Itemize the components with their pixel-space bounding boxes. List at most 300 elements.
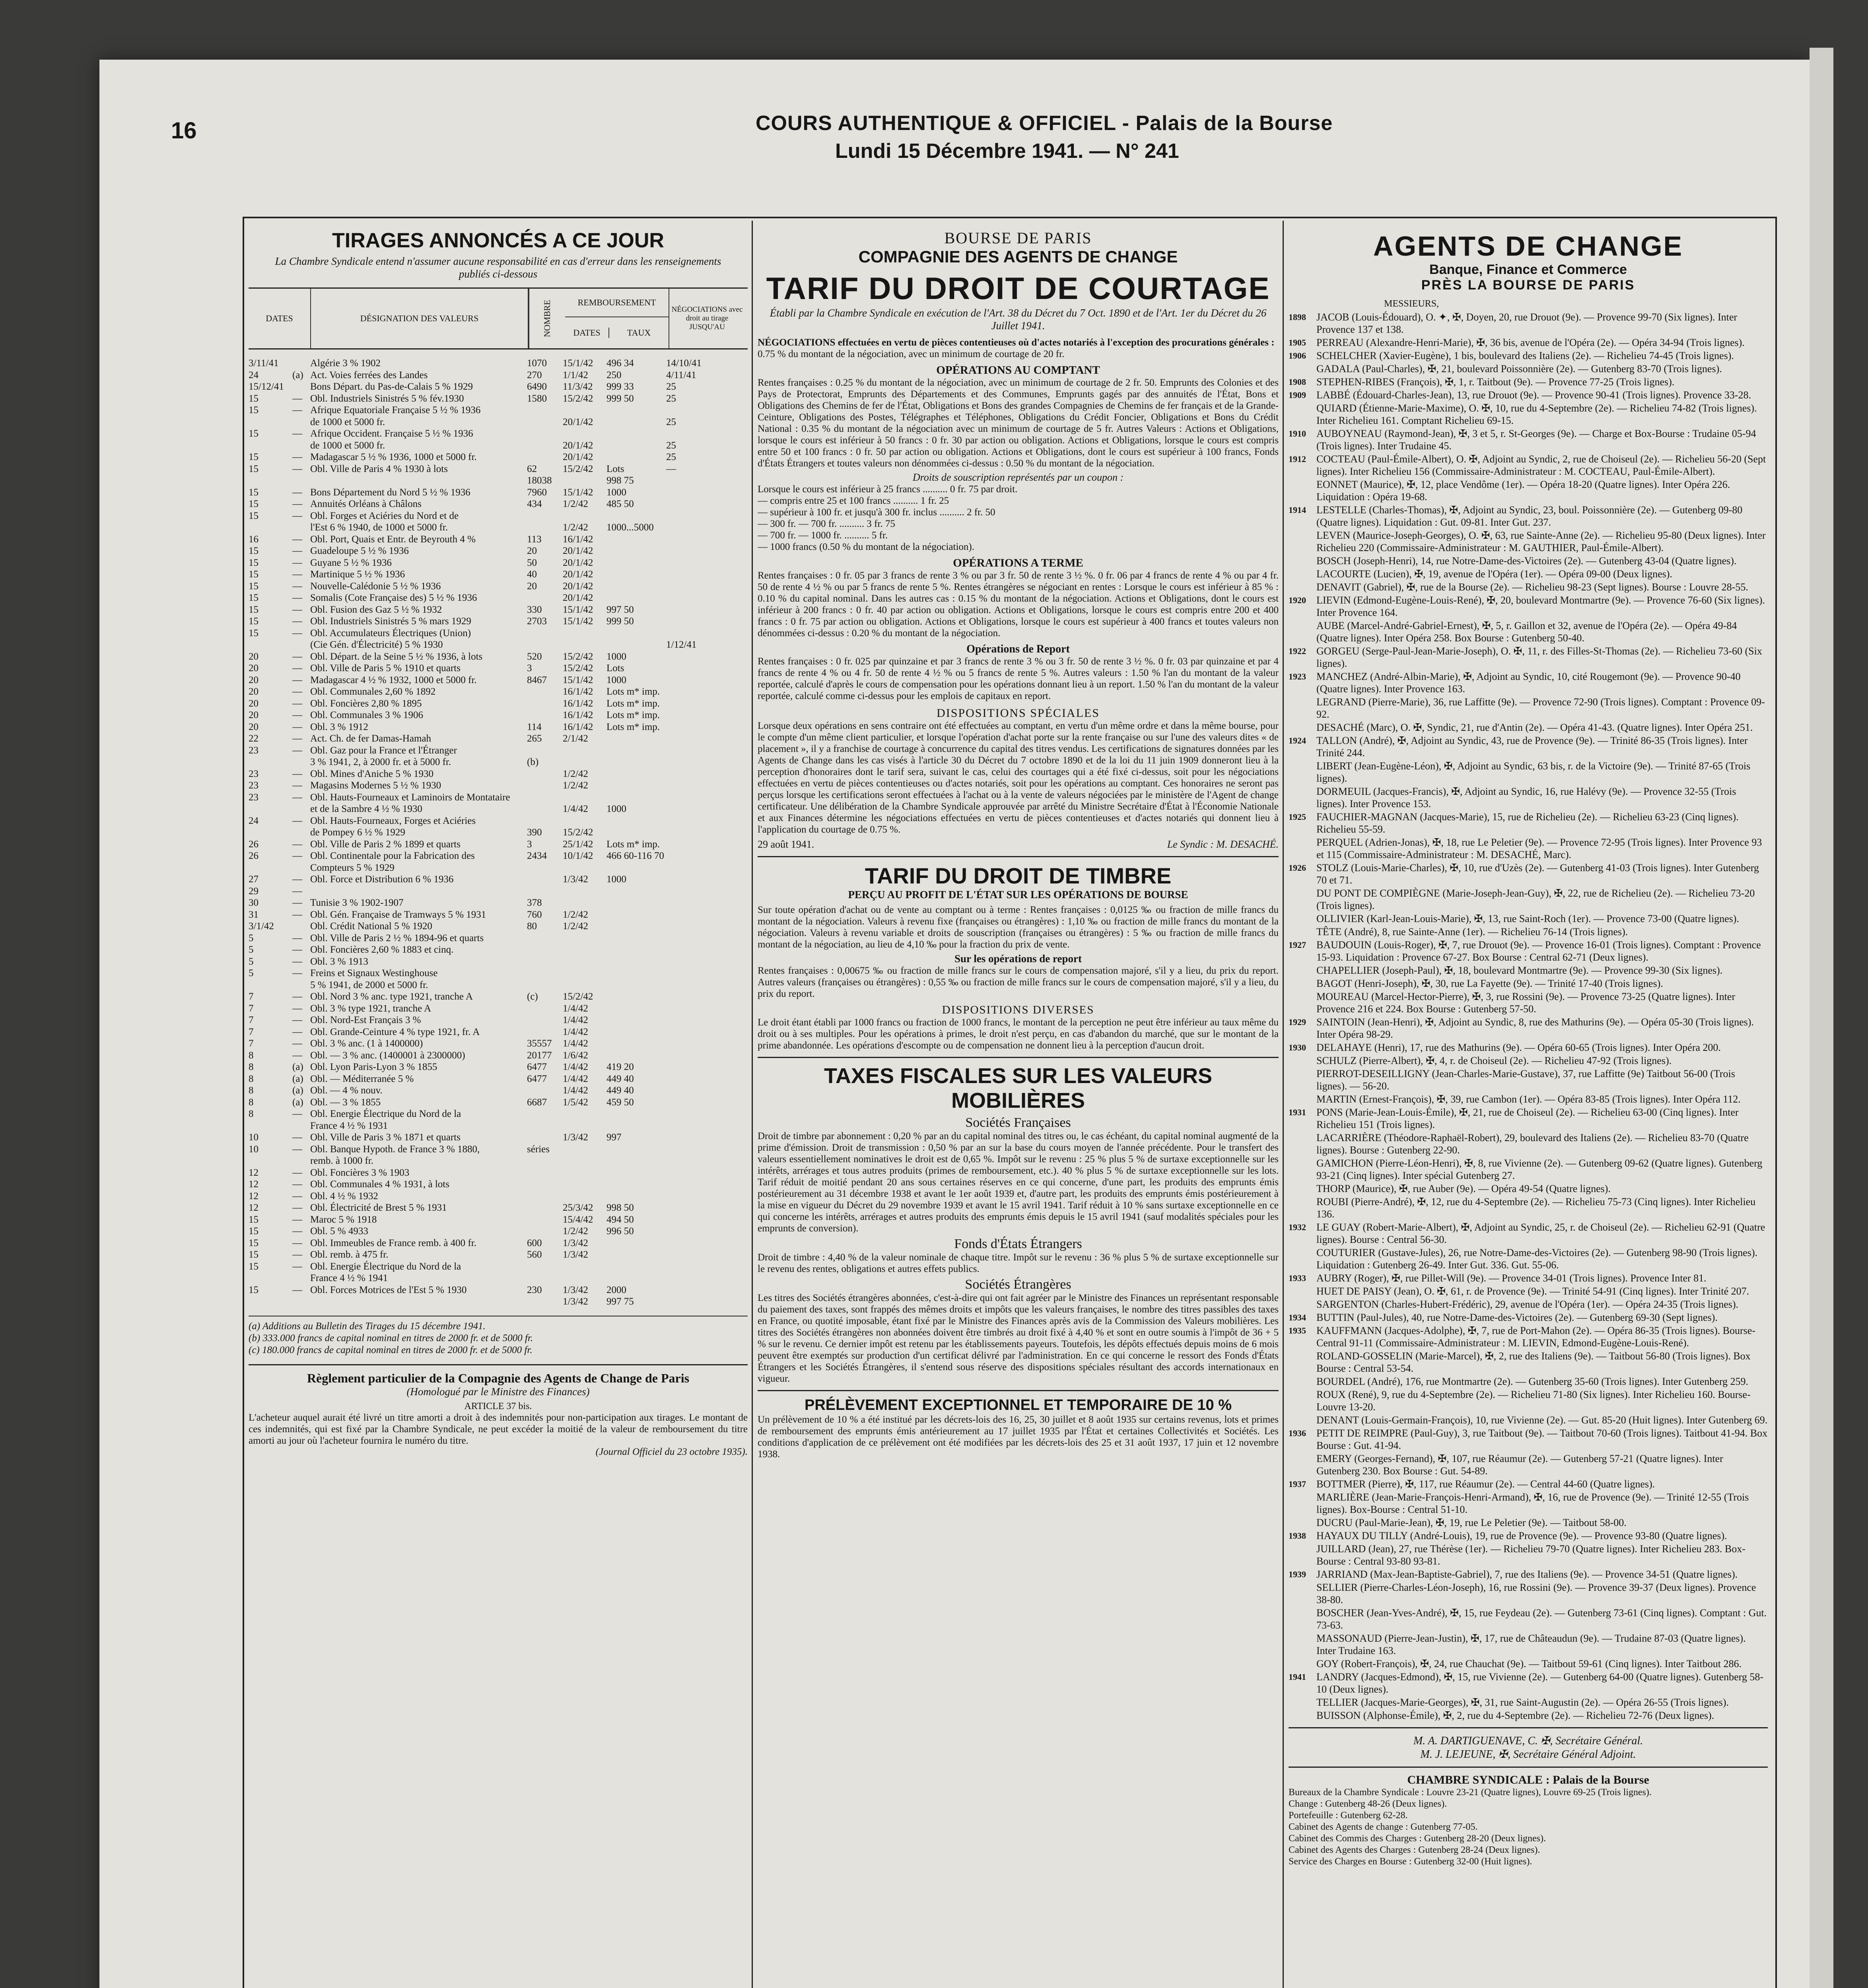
row-taux: Lots m* imp. [606, 686, 660, 697]
row-designation: Obl. Continentale pour la Fabrication des [310, 850, 475, 861]
row-date: 12 [249, 1179, 259, 1190]
row-date: 30 [249, 897, 259, 908]
row-date: 15/12/41 [249, 381, 284, 392]
header-remb-dates: DATES [565, 328, 609, 338]
row-taux [606, 979, 666, 991]
row-designation: Obl. Immeubles de France remb. à 400 fr. [310, 1237, 476, 1248]
row-nombre [527, 1026, 563, 1038]
row-designation: France 4 ½ % 1931 [310, 1120, 388, 1131]
row-nombre: 20177 [527, 1050, 552, 1061]
row-suffix: — [292, 721, 302, 732]
row-nombre: 20 [527, 580, 537, 592]
row-designation: Obl. 3 % anc. (1 à 1400000) [310, 1038, 423, 1049]
row-designation: Obl. Foncières 3 % 1903 [310, 1167, 410, 1178]
row-nombre [527, 404, 563, 416]
row-remb-date [563, 1120, 606, 1132]
row-date: 10 [249, 1143, 259, 1155]
row-designation: Obl. Ville de Paris 2 ½ % 1894-96 et quarts [310, 932, 484, 944]
row-date: 15 [249, 604, 259, 615]
row-nombre: 40 [527, 569, 537, 580]
agent-entry [1289, 964, 1768, 977]
row-taux [606, 580, 666, 592]
agent-entry [1289, 1093, 1768, 1105]
agent-text: DU PONT DE COMPIÈGNE (Marie-Joseph-Jean-Guy), ✠, 22, rue de Richelieu (2e). — Richelieu 73-20 (Trois lignes). [1316, 887, 1755, 911]
row-nombre: 6477 [527, 1062, 547, 1072]
row-taux: Lots [606, 663, 624, 674]
row-taux [606, 756, 666, 768]
table-row [249, 686, 748, 698]
row-remb-date: 16/1/42 [563, 698, 593, 709]
row-remb-date: 20/1/42 [563, 569, 593, 580]
row-suffix [292, 756, 310, 768]
agent-year: 1909 [1289, 390, 1306, 400]
reglement-subtitle: (Homologué par le Ministre des Finances) [406, 1385, 590, 1398]
row-designation: Obl. Lyon Paris-Lyon 3 % 1855 [310, 1062, 437, 1072]
header-remb-sub [565, 317, 669, 348]
row-taux [606, 1190, 666, 1202]
row-date: 3/1/42 [249, 921, 274, 932]
agent-text: LEGRAND (Pierre-Marie), 36, rue Laffitte (9e). — Provence 72-90 (Trois lignes). Comptant : Provence 09-92. [1316, 696, 1765, 720]
agent-text: BUISSON (Alphonse-Émile), ✠, 2, rue du 4-Septembre (2e). — Richelieu 72-76 (Deux lignes). [1316, 1710, 1714, 1721]
row-suffix: — [292, 557, 302, 568]
dateline: Lundi 15 Décembre 1941. — N° 241 [835, 140, 1179, 163]
row-suffix: — [292, 686, 302, 697]
row-suffix: — [292, 546, 302, 556]
row-designation: Obl. Nord 3 % anc. type 1921, tranche A [310, 991, 473, 1002]
row-date: 12 [249, 1190, 259, 1202]
row-designation: Guadeloupe 5 ½ % 1936 [310, 546, 409, 556]
row-nego [666, 557, 714, 569]
row-nego: 14/10/41 [666, 358, 702, 369]
row-remb-date: 1/3/42 [563, 874, 588, 885]
row-suffix: — [292, 1026, 302, 1037]
row-nego [666, 1143, 714, 1155]
row-nombre: (c) [527, 991, 538, 1002]
row-nego [666, 1214, 714, 1226]
agent-year [1289, 1632, 1316, 1657]
agent-year [1289, 1543, 1316, 1567]
chambre-title: CHAMBRE SYNDICALE : Palais de la Bourse [1407, 1773, 1649, 1786]
agent-text: HAYAUX DU TILLY (André-Louis), 19, rue de Provence (9e). — Provence 93-80 (Quatre lignes). [1316, 1530, 1727, 1541]
row-remb-date: 1/4/42 [563, 1062, 588, 1072]
table-row [249, 745, 748, 757]
row-date [249, 756, 292, 768]
row-nego [666, 956, 714, 968]
row-nego [666, 862, 714, 874]
row-remb-date: 15/1/42 [563, 604, 593, 615]
row-designation: Madagascar 5 ½ % 1936, 1000 et 5000 fr. [310, 452, 477, 462]
table-row [249, 1167, 748, 1179]
row-nego [666, 1284, 714, 1296]
row-taux [606, 1272, 666, 1284]
row-nego [666, 1003, 714, 1015]
row-nombre [527, 1190, 563, 1202]
row-nombre [527, 592, 563, 604]
table-row [249, 1132, 748, 1143]
row-nombre [527, 510, 563, 522]
tirages-notes [249, 1316, 748, 1356]
row-suffix: — [292, 710, 302, 720]
table-row [249, 1143, 748, 1155]
row-date [249, 1296, 292, 1308]
row-designation: Obl. Banque Hypoth. de France 3 % 1880, [310, 1143, 480, 1155]
row-taux [606, 956, 666, 968]
row-suffix [292, 1120, 310, 1132]
row-remb-date [563, 815, 606, 827]
row-suffix: — [292, 1249, 302, 1260]
row-date: 8 [249, 1085, 254, 1096]
row-taux [606, 897, 666, 909]
table-row [249, 1261, 748, 1273]
souscription-row: — 1000 francs (0.50 % du montant de la négociation). [758, 542, 974, 552]
row-taux: Lots m* imp. [606, 698, 660, 709]
souscription-row: Lorsque le cours est inférieur à 25 francs .......... 0 fr. 75 par droit. [758, 484, 1018, 495]
row-taux: 999 50 [606, 393, 634, 404]
table-row [249, 404, 748, 416]
agent-entry [1289, 721, 1768, 734]
row-nego [666, 768, 714, 780]
row-designation: Obl. Ville de Paris 4 % 1930 à lots [310, 463, 448, 474]
row-date: 10 [249, 1132, 259, 1143]
row-remb-date: 11/3/42 [563, 381, 593, 392]
row-suffix [292, 475, 310, 487]
row-remb-date [563, 967, 606, 979]
row-remb-date [563, 932, 606, 944]
agent-text: AUBE (Marcel-André-Gabriel-Ernest), ✠, 5, r. Gaillon et 32, avenue de l'Opéra (2e). — Opéra 49-84 (Quatre lignes). Inter Opéra 258. Box Bourse : Gutenberg 50-40. [1316, 620, 1737, 644]
row-taux [606, 569, 666, 580]
agent-entry [1289, 926, 1768, 938]
agent-text: DELAHAYE (Henri), 17, rue des Mathurins (9e). — Opéra 60-65 (Trois lignes). Inter Opéra 200. [1316, 1042, 1721, 1053]
secretary-general: M. A. DARTIGUENAVE, C. ✠, Secrétaire Général. [1413, 1735, 1643, 1747]
agent-entry [1289, 453, 1768, 478]
agent-entry [1289, 1068, 1768, 1092]
row-suffix: — [292, 393, 302, 404]
header-remboursement [565, 289, 669, 348]
row-nombre [527, 1085, 563, 1097]
fonds-etats-heading: Fonds d'États Étrangers [954, 1237, 1082, 1251]
agent-entry [1289, 811, 1768, 835]
row-suffix: — [292, 569, 302, 580]
agent-year [1289, 785, 1316, 810]
row-suffix [292, 1272, 310, 1284]
agent-text: BOSCH (Joseph-Henri), 14, rue Notre-Dame-des-Victoires (2e). — Gutenberg 43-04 (Quatre lignes). [1316, 555, 1737, 567]
agent-entry [1289, 1132, 1768, 1156]
row-designation: Magasins Modernes 5 ½ % 1930 [310, 780, 441, 791]
row-suffix [292, 803, 310, 815]
row-nego [666, 627, 714, 639]
agent-year [1289, 1285, 1316, 1297]
row-suffix: — [292, 405, 302, 415]
agent-entry [1289, 349, 1768, 362]
table-row [249, 440, 748, 452]
row-remb-date: 1/1/42 [563, 369, 588, 381]
row-remb-date [563, 956, 606, 968]
table-row [249, 1155, 748, 1167]
row-nego [666, 545, 714, 557]
row-suffix: — [292, 1109, 302, 1119]
row-date: 5 [249, 944, 254, 955]
row-nego [666, 1108, 714, 1120]
row-nombre: 3 [527, 839, 532, 850]
row-taux [606, 1003, 666, 1015]
agent-text: LACOURTE (Lucien), ✠, 19, avenue de l'Opéra (1er). — Opéra 09-00 (Deux lignes). [1316, 568, 1672, 580]
row-taux [606, 944, 666, 956]
row-nombre: 330 [527, 604, 542, 615]
row-suffix [292, 639, 310, 651]
row-nego [666, 662, 714, 674]
row-taux [606, 1026, 666, 1038]
article-text: L'acheteur auquel aurait été livré un titre amorti a droit à des indemnités pour non-participation aux tirages. Le montant de ces indemnités, qui est fixé par la Chambre Syndicale, ne peut excéder la moitié de la valeur de remboursement du titre amorti au jour où l'acheteur fournira le numéro du titre. [249, 1412, 748, 1446]
row-nombre [527, 885, 563, 897]
row-taux [606, 1178, 666, 1190]
row-remb-date: 15/4/42 [563, 1214, 593, 1225]
row-designation: Bons Départ. du Pas-de-Calais 5 % 1929 [310, 381, 473, 392]
row-suffix: — [292, 1003, 302, 1014]
row-designation: Obl. Ville de Paris 5 % 1910 et quarts [310, 663, 461, 674]
row-designation: Obl. — 3 % 1855 [310, 1097, 381, 1108]
report-timbre-text: Rentes françaises : 0,00675 ‰ ou fraction de mille francs sur le cours de compensation majoré, s'il y a lieu, du prix du report. Autres valeurs (françaises ou étrangères) : 0,55 ‰ ou fraction de mille francs sur le cours de compensation majoré, s'il y a lieu, du prix du report. [758, 965, 1279, 999]
row-taux [606, 1050, 666, 1062]
agent-year [1289, 1157, 1316, 1182]
row-nombre: 20 [527, 546, 537, 556]
row-designation: Obl. Crédit National 5 % 1920 [310, 921, 432, 932]
row-designation: Act. Ch. de fer Damas-Hamah [310, 733, 432, 744]
row-nombre [527, 780, 563, 792]
agent-entry [1289, 363, 1768, 375]
section-rule [1289, 1727, 1768, 1728]
row-nego [666, 756, 714, 768]
row-date: 7 [249, 1003, 254, 1014]
row-designation: Obl. Électricité de Brest 5 % 1931 [310, 1202, 447, 1213]
row-taux: Lots m* imp. [606, 710, 660, 720]
row-designation: Obl. Energie Électrique du Nord de la [310, 1261, 461, 1272]
souscription-row: — compris entre 25 et 100 francs .......... 1 fr. 25 [758, 495, 949, 506]
row-nombre [527, 745, 563, 757]
agent-year: 1939 [1289, 1569, 1306, 1579]
row-suffix: — [292, 1167, 302, 1178]
row-taux: Lots m* imp. [606, 839, 660, 850]
row-nombre [527, 416, 563, 428]
header-dates: DATES [249, 289, 311, 348]
row-designation: Bons Département du Nord 5 ½ % 1936 [310, 487, 470, 498]
agent-entry [1289, 478, 1768, 503]
row-nego [666, 885, 714, 897]
table-row [249, 592, 748, 604]
row-date: 15 [249, 428, 259, 439]
row-taux: 459 50 [606, 1097, 634, 1108]
row-nego [666, 1190, 714, 1202]
table-row [249, 709, 748, 721]
row-nego [666, 839, 714, 850]
row-nombre: 6477 [527, 1073, 547, 1084]
agent-year [1289, 1182, 1316, 1195]
row-nego: 25 [666, 393, 676, 404]
row-designation: Guyane 5 ½ % 1936 [310, 557, 392, 568]
row-nombre [527, 1014, 563, 1026]
row-nego [666, 1272, 714, 1284]
row-designation: Obl. Gaz pour la France et l'Étranger [310, 745, 457, 756]
row-suffix: — [292, 850, 302, 861]
row-suffix: — [292, 663, 302, 674]
row-remb-date: 15/1/42 [563, 674, 593, 685]
table-row [249, 1249, 748, 1261]
row-suffix: — [292, 616, 302, 627]
row-remb-date: 1/2/42 [563, 921, 588, 932]
agent-entry [1289, 1658, 1768, 1670]
agent-year [1289, 1452, 1316, 1477]
row-date: 23 [249, 745, 259, 756]
row-taux [606, 1261, 666, 1273]
row-taux [606, 909, 666, 921]
row-date: 26 [249, 850, 259, 861]
agent-year: 1910 [1289, 429, 1306, 439]
row-date: 5 [249, 932, 254, 944]
agent-text: SCHELCHER (Xavier-Eugène), 1 bis, boulevard des Italiens (2e). — Richelieu 74-45 (Trois lignes). [1316, 350, 1734, 361]
row-suffix: — [292, 1179, 302, 1190]
table-row [249, 1061, 748, 1073]
table-row [249, 756, 748, 768]
row-taux: Lots m* imp. [606, 721, 660, 732]
agent-entry [1289, 1452, 1768, 1477]
agent-entry [1289, 670, 1768, 695]
agent-text: BUTTIN (Paul-Jules), 40, rue Notre-Dame-des-Victoires (2e). — Gutenberg 69-30 (Sept lignes). [1316, 1312, 1718, 1323]
row-nombre: 50 [527, 557, 537, 568]
agent-text: JUILLARD (Jean), 27, rue Thérèse (1er). — Richelieu 79-70 (Quatre lignes). Inter Richelieu 283. Box-Bourse : Central 93-80 93-81. [1316, 1543, 1746, 1567]
row-date: 15 [249, 1284, 259, 1295]
agent-entry [1289, 389, 1768, 401]
row-nombre [527, 451, 563, 463]
table-row [249, 1296, 748, 1308]
row-taux [606, 932, 666, 944]
header-designation: DÉSIGNATION DES VALEURS [311, 289, 529, 348]
row-suffix: — [292, 991, 302, 1002]
row-nombre [527, 1003, 563, 1015]
compagnie-heading: COMPAGNIE DES AGENTS DE CHANGE [858, 247, 1178, 266]
row-taux: 1000 [606, 674, 626, 685]
agent-entry [1289, 734, 1768, 759]
row-suffix: — [292, 839, 302, 850]
row-nego [666, 967, 714, 979]
agent-text: AUBOYNEAU (Raymond-Jean), ✠, 3 et 5, r. St-Georges (9e). — Charge et Box-Bourse : Trudaine 05-94 (Trois lignes). Inter Trudaine 45. [1316, 428, 1756, 452]
row-date: 3/11/41 [249, 358, 279, 369]
row-remb-date [563, 862, 606, 874]
agent-year [1289, 1246, 1316, 1271]
row-nombre [527, 862, 563, 874]
row-designation: Obl. Fusion des Gaz 5 ½ % 1932 [310, 604, 442, 615]
row-designation: Afrique Equatoriale Française 5 ½ % 1936 [310, 405, 481, 415]
row-nego: 25 [666, 440, 676, 451]
row-nego [666, 1050, 714, 1062]
row-taux [606, 1237, 666, 1249]
agent-entry [1289, 1516, 1768, 1529]
row-designation: Obl. Grande-Ceinture 4 % type 1921, fr. A [310, 1026, 480, 1037]
agent-text: PIERROT-DESEILLIGNY (Jean-Charles-Marie-Gustave), 37, rue Laffitte (9e) Taitbout 56-00 (Trois lignes). — 56-20. [1316, 1068, 1735, 1092]
row-date: 8 [249, 1097, 254, 1108]
row-nego [666, 674, 714, 686]
row-nego [666, 1120, 714, 1132]
row-nego [666, 897, 714, 909]
agent-entry [1289, 1016, 1768, 1041]
column-rule-left [752, 221, 753, 1988]
row-date: 8 [249, 1062, 254, 1072]
row-suffix: — [292, 1284, 302, 1295]
row-designation [310, 885, 527, 897]
row-date: 7 [249, 1026, 254, 1037]
row-nombre: (b) [527, 757, 539, 767]
table-row [249, 792, 748, 804]
row-nombre [527, 639, 563, 651]
row-suffix: — [292, 1143, 302, 1155]
row-remb-date: 1/5/42 [563, 1097, 588, 1108]
row-taux [606, 733, 666, 745]
agent-text: FAUCHIER-MAGNAN (Jacques-Marie), 15, rue de Richelieu (2e). — Richelieu 63-23 (Cinq lignes). Richelieu 55-59. [1316, 811, 1739, 835]
agent-year [1289, 977, 1316, 990]
row-designation: Obl. Forces Motrices de l'Est 5 % 1930 [310, 1284, 467, 1295]
row-date: 15 [249, 487, 259, 498]
row-date: 23 [249, 780, 259, 791]
row-suffix: — [292, 968, 302, 978]
row-nombre [527, 956, 563, 968]
row-nego [666, 651, 714, 663]
agent-year: 1931 [1289, 1107, 1306, 1117]
row-designation: de 1000 et 5000 fr. [310, 440, 385, 451]
table-row [249, 604, 748, 616]
agent-year: 1929 [1289, 1017, 1306, 1027]
row-date: 15 [249, 1226, 259, 1237]
row-remb-date: 20/1/42 [563, 440, 593, 451]
note-c: (c) 180.000 francs de capital nominal en titres de 2000 fr. et de 5000 fr. [249, 1344, 533, 1355]
row-nego: 25 [666, 452, 676, 462]
table-row [249, 1202, 748, 1214]
row-remb-date: 1/2/42 [563, 499, 588, 509]
row-remb-date [563, 1261, 606, 1273]
row-nombre: 390 [527, 827, 542, 838]
societes-etrangeres-text: Les titres des Sociétés étrangères abonnées, c'est-à-dire qui ont fait agréer par le Ministre des Finances un représentant responsable du paiement des taxes, sont frappés des mêmes droits et impôts que les valeurs françaises, le nombre des titres passibles des taxes en France, ou quotité imposable, étant fixé par le Ministre des Finances après avis de la Commission des Valeurs mobilières. Les titres des Sociétés étrangères non abonnées doivent être timbrés au droit fixé à 4,40 % et sont en outre soumis à l'impôt de 36 + 5 % sur le revenu. Ce dernier impôt est retenu par les établissements payeurs. Toutefois, les dépôts effectués depuis moins de 6 mois peuvent être exemptés sur production d'un certificat délivré par l'administration. En ce qui concerne le ressort des Fonds d'États Étrangers et les Sociétés Étrangères, il s'entend sous réserve des dispositions spéciales résultant des accords internationaux en vigueur. [758, 1293, 1279, 1384]
row-nego [666, 1178, 714, 1190]
row-taux [606, 416, 666, 428]
table-row [249, 569, 748, 580]
row-nombre: 8467 [527, 674, 547, 685]
row-date [249, 1120, 292, 1132]
table-row [249, 1284, 748, 1296]
agent-text: BOTTMER (Pierre), ✠, 117, rue Réaumur (2e). — Central 44-60 (Quatre lignes). [1316, 1478, 1655, 1490]
row-taux: 485 50 [606, 499, 634, 509]
header-remb-taux: TAUX [627, 328, 651, 338]
row-date: 15 [249, 592, 259, 603]
row-designation: Annuités Orléans à Châlons [310, 499, 422, 509]
row-date [249, 475, 292, 487]
report-heading: Opérations de Report [966, 643, 1070, 655]
row-nombre [527, 1178, 563, 1190]
row-nego [666, 1061, 714, 1073]
row-date: 8 [249, 1050, 254, 1061]
row-designation [310, 475, 527, 487]
row-date: 15 [249, 1214, 259, 1225]
row-nego [666, 979, 714, 991]
row-suffix [292, 827, 310, 839]
reglement-section [249, 1364, 748, 1458]
row-suffix: — [292, 780, 302, 791]
chambre-line: Cabinet des Commis des Charges : Gutenberg 28-20 (Deux lignes). [1289, 1833, 1546, 1844]
table-row [249, 1272, 748, 1284]
row-nombre: séries [527, 1143, 550, 1155]
agent-entry [1289, 990, 1768, 1015]
agent-entry [1289, 619, 1768, 644]
row-suffix: — [292, 463, 302, 474]
row-nombre [527, 428, 563, 440]
row-nego [666, 932, 714, 944]
row-date: 26 [249, 839, 259, 850]
